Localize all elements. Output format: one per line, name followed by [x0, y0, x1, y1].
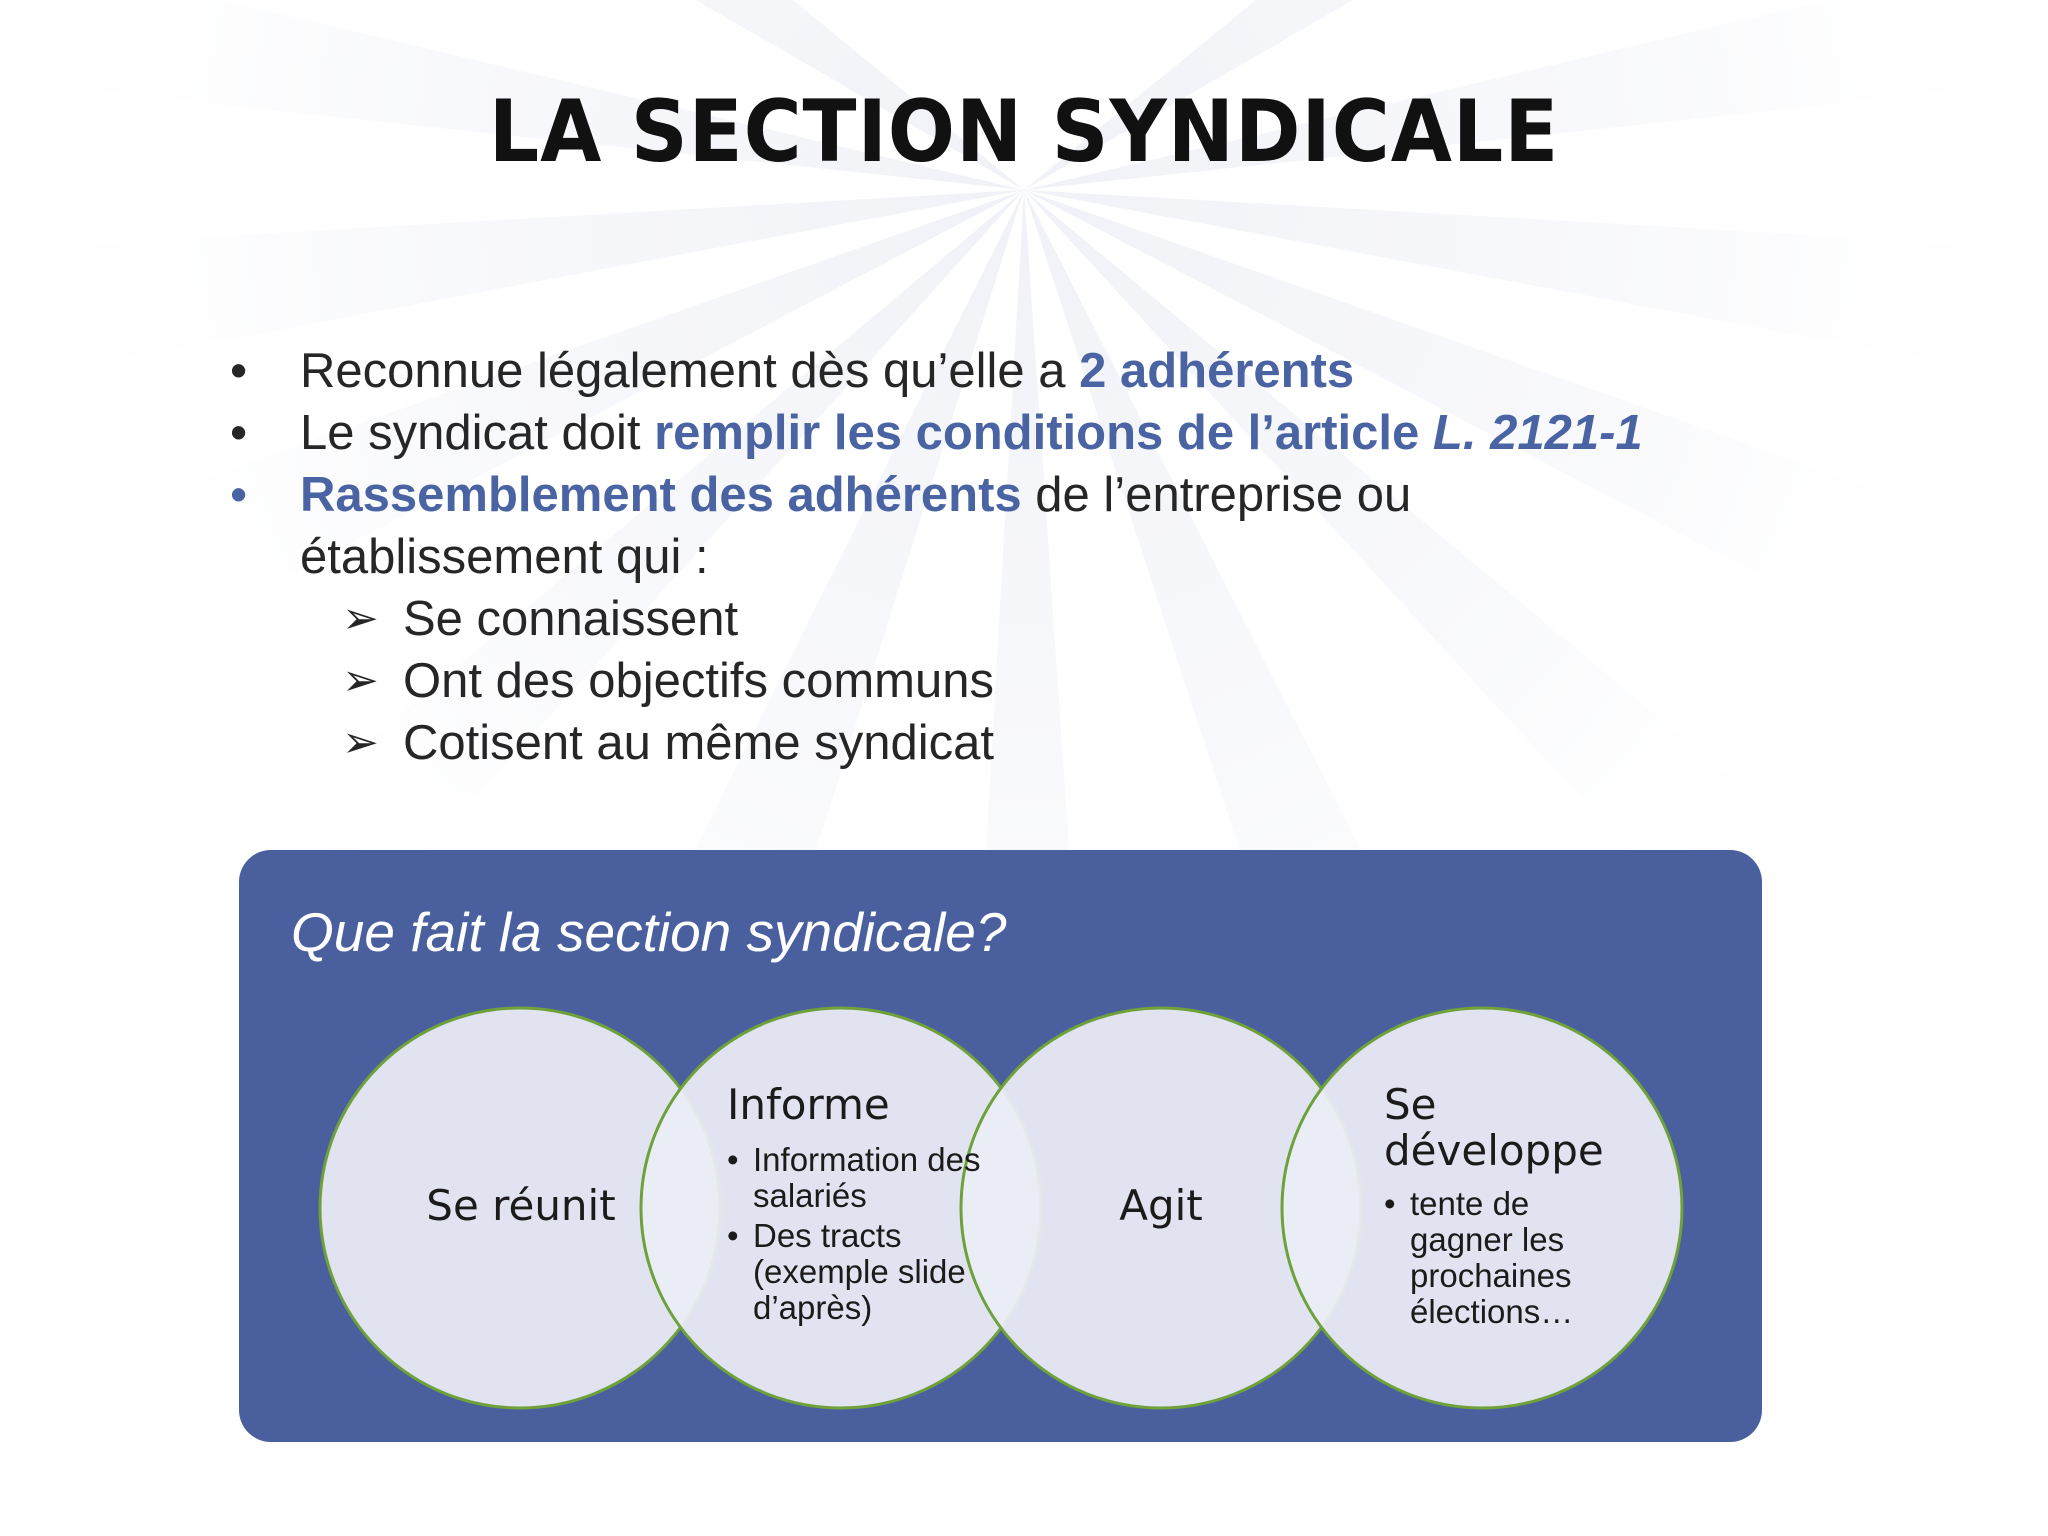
list-item: • Des tracts (exemple slide d’après): [727, 1218, 987, 1326]
activity-panel: [239, 850, 1762, 1442]
arrow-bullet-icon: ➢: [342, 718, 379, 767]
sub-bullet-item: ➢ Ont des objectifs communs: [230, 650, 1790, 712]
circle-label-informe: Informe: [727, 1080, 890, 1129]
panel-question: Que fait la section syndicale?: [291, 901, 1007, 963]
circle-content-informe: [727, 1082, 987, 1326]
arrow-bullet-icon: ➢: [342, 656, 379, 705]
circle-label-se-developpe-line2: développe: [1384, 1126, 1604, 1175]
bullet-continuation: établissement qui :: [300, 530, 709, 584]
se-developpe-list: [1384, 1186, 1604, 1330]
informe-list: [727, 1142, 987, 1326]
circle-label-se-reunit: Se réunit: [426, 1181, 616, 1230]
sub-bullet-item: ➢ Cotisent au même syndicat: [230, 712, 1790, 774]
circle-content-se-developpe: [1384, 1082, 1604, 1330]
circle-label-agit: Agit: [1119, 1181, 1203, 1230]
bullet-item: • Le syndicat doit remplir les conditions de l’article L. 2121-1: [230, 406, 1643, 460]
list-item: • tente de gagner les prochaines élections…: [1384, 1186, 1604, 1330]
list-item: • Information des salariés: [727, 1142, 987, 1214]
arrow-bullet-icon: ➢: [342, 594, 379, 643]
bullet-list: [230, 340, 1790, 774]
bullet-item: • Reconnue légalement dès qu’elle a 2 adhérents: [230, 344, 1355, 398]
slide-title: LA SECTION SYNDICALE: [488, 82, 1560, 182]
bullet-item: • Rassemblement des adhérents de l’entreprise ou: [230, 468, 1412, 522]
circle-label-se-developpe-line1: Se: [1384, 1080, 1437, 1129]
sub-bullet-item: ➢ Se connaissent: [230, 588, 1790, 650]
